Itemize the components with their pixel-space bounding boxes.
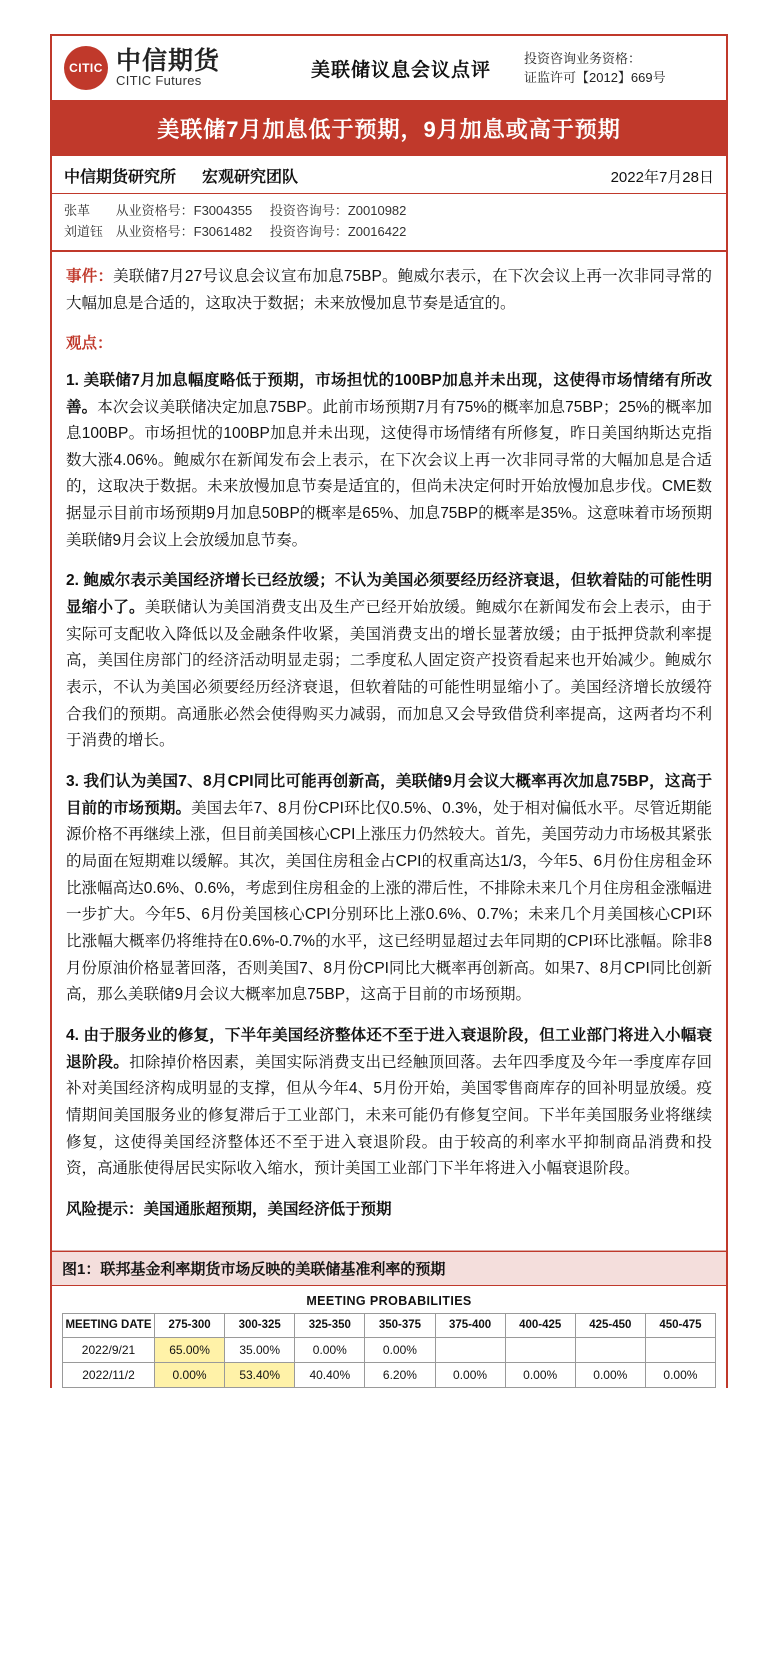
figure-content [52, 1286, 726, 1388]
event-label: 事件： [66, 267, 114, 285]
cell-meeting-date: 2022/9/21 [63, 1337, 155, 1362]
report-meta [52, 156, 726, 194]
column-header: 425-450 [575, 1313, 645, 1337]
cell-probability: 0.00% [575, 1362, 645, 1387]
column-header: 375-400 [435, 1313, 505, 1337]
report-type-title: 美联储议息会议点评 [310, 59, 491, 81]
column-header-meeting-date: MEETING DATE [63, 1313, 155, 1337]
cell-probability: 0.00% [295, 1337, 365, 1362]
table-body [63, 1337, 716, 1387]
author-consult-label: 投资咨询号： [269, 203, 348, 218]
column-header: 325-350 [295, 1313, 365, 1337]
column-header: 450-475 [645, 1313, 715, 1337]
view-label: 观点： [66, 335, 113, 353]
author-license-label: 从业资格号： [115, 203, 194, 218]
event-paragraph [66, 264, 712, 317]
point-2-rest: 美联储认为美国消费支出及生产已经开始放缓。鲍威尔在新闻发布会上表示，由于实际可支配收入降低以及金融条件收紧，美国消费支出的增长显著放缓；由于抵押贷款利率提高，美国住房部门的经济活动明显走弱；二季度私人固定资产投资看起来也开始减少。鲍威尔表示，不认为美国必须要经历经济衰退，但软着陆的可能性明显缩小了。美国经济增长放缓符合我们的预期。高通胀必然会使得购买力减弱，而加息又会导致借贷利率提高，这两者均不利于消费的增长。 [66, 599, 712, 750]
figure-caption: 图1：联邦基金利率期货市场反映的美联储基准利率的预期 [52, 1251, 726, 1286]
cell-probability: 6.20% [365, 1362, 435, 1387]
cell-probability: 0.00% [645, 1362, 715, 1387]
point-4 [66, 1023, 712, 1183]
cell-probability [505, 1337, 575, 1362]
brand-name-en: CITIC Futures [116, 73, 202, 89]
column-header: 400-425 [505, 1313, 575, 1337]
cell-meeting-date: 2022/11/2 [63, 1362, 155, 1387]
headline-banner: 美联储7月加息低于预期，9月加息或高于预期 [52, 102, 726, 156]
risk-label: 风险提示： [66, 1200, 144, 1218]
view-heading [66, 331, 712, 358]
point-1-lead: 1. 美联储7月加息幅度略低于预期，市场担忧的100BP加息并未出现，这使得市场情绪有所改善。 [66, 371, 712, 416]
point-3-lead: 3. 我们认为美国7、8月CPI同比可能再创新高，美联储9月会议大概率再次加息75BP，这高于目前的市场预期。 [66, 773, 712, 817]
brand-name-cn: 中信期货 [116, 47, 221, 76]
meeting-probabilities-table [62, 1313, 716, 1388]
report-date: 2022年7月28日 [610, 169, 714, 186]
citic-logo-icon: CITIC [64, 46, 108, 90]
report-body [52, 252, 726, 1246]
point-2-lead: 2. 鲍威尔表示美国经济增长已经放缓；不认为美国必须要经历经济衰退，但软着陆的可能性明显缩小了。 [66, 572, 712, 617]
table-head [63, 1313, 716, 1337]
qualification-line-1: 投资咨询业务资格： [524, 50, 642, 66]
point-1-rest: 本次会议美联储决定加息75BP。此前市场预期7月有75%的概率加息75BP；25%的概率加息100BP。市场担忧的100BP加息并未出现，这使得市场情绪有所修复，昨日美国纳斯达克指数大涨4.06%。鲍威尔在新闻发布会上表示，在下次会议上再一次非同寻常的大幅加息是合适的，这取决于数据。未来放慢加息节奏是适宜的，但尚未决定何时开始放慢加息步伐。CME数据显示目前市场预期9月加息50BP的概率是65%、加息75BP的概率是35%。这意味着市场预期美联储9月会议上会放缓加息节奏。 [66, 398, 712, 549]
cell-probability [575, 1337, 645, 1362]
point-2 [66, 568, 712, 755]
author-license-no: F3061482 [193, 224, 253, 240]
figure-title: MEETING PROBABILITIES [306, 1293, 472, 1308]
point-1 [66, 368, 712, 555]
event-text: 美联储7月27号议息会议宣布加息75BP。鲍威尔表示，在下次会议上再一次非同寻常的大幅加息是合适的，这取决于数据；未来放慢加息节奏是适宜的。 [66, 267, 712, 312]
report-container [50, 34, 728, 1388]
risk-text: 美国通胀超预期，美国经济低于预期 [143, 1200, 392, 1218]
column-header: 350-375 [365, 1313, 435, 1337]
point-3 [66, 769, 712, 1009]
cell-probability: 65.00% [155, 1337, 225, 1362]
report-header [52, 36, 726, 102]
risk-paragraph [66, 1197, 712, 1224]
author-license-no: F3004355 [193, 203, 253, 218]
cell-probability: 0.00% [435, 1362, 505, 1387]
cell-probability: 0.00% [155, 1362, 225, 1387]
author-license-label: 从业资格号： [115, 224, 194, 240]
figure-1 [52, 1250, 726, 1388]
point-4-rest: 扣除掉价格因素，美国实际消费支出已经触顶回落。去年四季度及今年一季度库存回补对美国经济构成明显的支撑，但从今年4、5月份开始，美国零售商库存的回补明显放缓。疫情期间美国服务业的修复滞后于工业部门，未来可能仍有修复空间。下半年美国服务业将继续修复，这使得美国经济整体还不至于进入衰退阶段。由于较高的利率水平抑制商品消费和投资，高通胀使得居民实际收入缩水，预计美国工业部门下半年将进入小幅衰退阶段。 [66, 1053, 712, 1178]
cell-probability [645, 1337, 715, 1362]
table-row [63, 1337, 716, 1362]
cell-probability: 0.00% [365, 1337, 435, 1362]
author-consult-no: Z0016422 [347, 224, 407, 240]
author-consult-label: 投资咨询号： [269, 224, 348, 240]
column-header: 300-325 [225, 1313, 295, 1337]
brand-logo [64, 46, 278, 90]
table-header-row [63, 1313, 716, 1337]
point-3-rest: 美国去年7、8月份CPI环比仅0.5%、0.3%，处于相对偏低水平。尽管近期能源价格不再继续上涨，但目前美国核心CPI上涨压力仍然较大。首先，美国劳动力市场极其紧张的局面在短期难以缓解。其次，美国住房租金占CPI的权重高达1/3，今年5、6月份住房租金环比涨幅高达0.6%、0.6%，考虑到住房租金的上涨的滞后性，不排除未来几个月住房租金涨幅进一步扩大。今年5、6月份美国核心CPI分别环比上涨0.6%、0.7%；未来几个月美国核心CPI环比涨幅大概率仍将维持在0.6%-0.7%的水平，这已经明显超过去年同期的CPI环比涨幅。除非8月份原油价格显著回落，否则美国7、8月份CPI同比大概率再创新高。如果7、8月CPI同比创新高，那么美联储9月会议大概率加息75BP，这高于目前的市场预期。 [66, 799, 712, 1004]
qualification-line-2: 证监许可【2012】669号 [524, 70, 666, 85]
column-header: 275-300 [155, 1313, 225, 1337]
qualification-block [524, 49, 714, 88]
cell-probability: 53.40% [225, 1362, 295, 1387]
author-name: 张革 [64, 203, 91, 218]
point-4-lead: 4. 由于服务业的修复，下半年美国经济整体还不至于进入衰退阶段，但工业部门将进入小幅衰退阶段。 [66, 1026, 712, 1071]
author-name: 刘道钰 [64, 224, 104, 240]
author-consult-no: Z0010982 [347, 203, 407, 218]
brand-text [116, 48, 220, 88]
cell-probability: 35.00% [225, 1337, 295, 1362]
author-block [52, 194, 726, 252]
cell-probability: 40.40% [295, 1362, 365, 1387]
table-row [63, 1362, 716, 1387]
cell-probability: 0.00% [505, 1362, 575, 1387]
author-row [64, 200, 714, 221]
team-name: 宏观研究团队 [202, 169, 299, 186]
author-row [64, 221, 714, 242]
cell-probability [435, 1337, 505, 1362]
institute-name: 中信期货研究所 [64, 169, 177, 186]
